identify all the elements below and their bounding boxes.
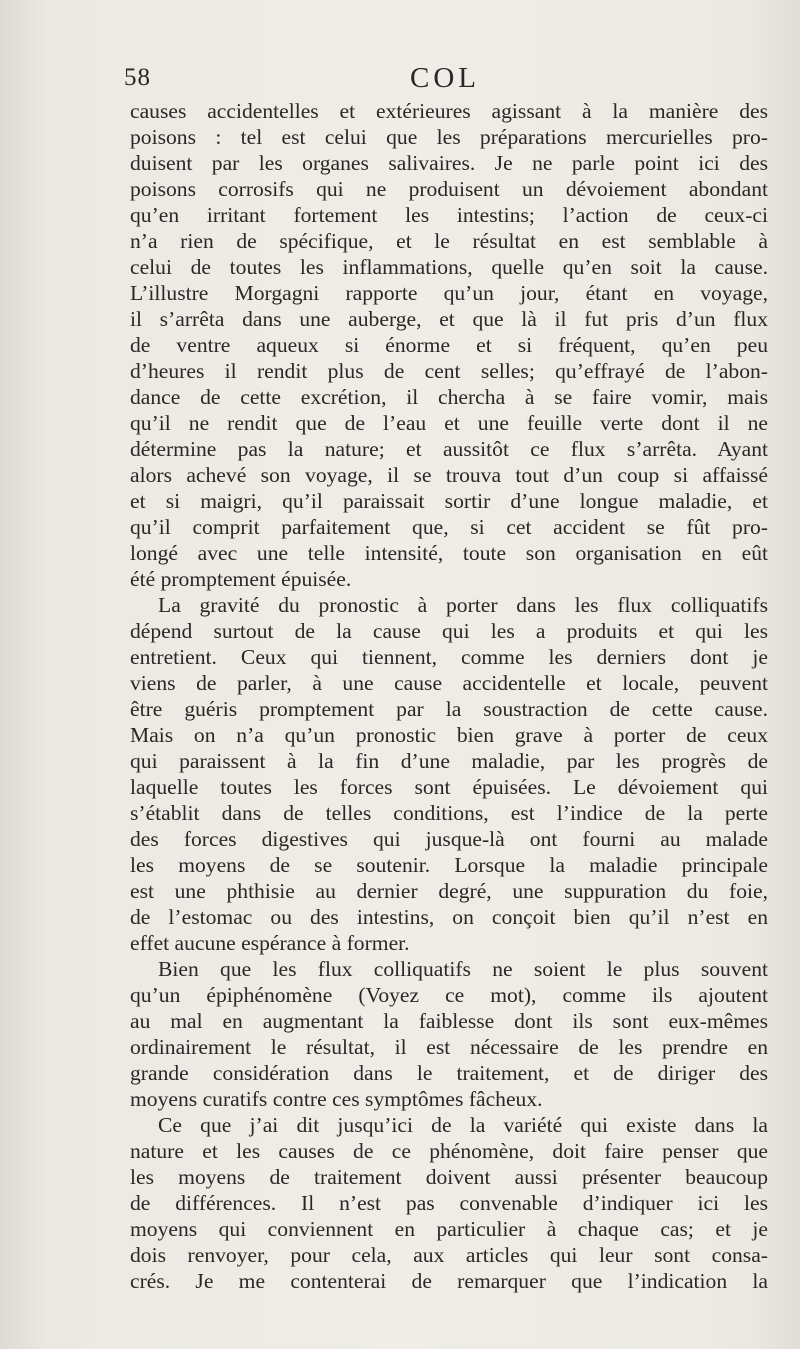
text-line: Ce que j’ai dit jusqu’ici de la variété qui existe dans la [158, 1113, 768, 1137]
text-line: celui de toutes les inflammations, quelle qu’en soit la cause. [130, 255, 768, 279]
text-line: moyens curatifs contre ces symptômes fâcheux. [130, 1087, 543, 1111]
text-line: alors achevé son voyage, il se trouva tout d’un coup si affaissé [130, 463, 768, 487]
text-line: s’établit dans de telles conditions, est l’indice de la perte [130, 801, 768, 825]
text-line: Mais on n’a qu’un pronostic bien grave à porter de ceux [130, 723, 768, 747]
text-line: les moyens de traitement doivent aussi présenter beaucoup [130, 1165, 768, 1189]
text-line: dépend surtout de la cause qui les a produits et qui les [130, 619, 768, 643]
text-line: effet aucune espérance à former. [130, 931, 410, 955]
body-text [130, 98, 768, 1294]
text-line: est une phthisie au dernier degré, une suppuration du foie, [130, 879, 768, 903]
text-line: viens de parler, à une cause accidentelle et locale, peuvent [130, 671, 768, 695]
text-line: laquelle toutes les forces sont épuisées. Le dévoiement qui [130, 775, 768, 799]
text-line: qu’il ne rendit que de l’eau et une feuille verte dont il ne [130, 411, 768, 435]
text-line: des forces digestives qui jusque-là ont fourni au malade [130, 827, 768, 851]
text-line: qu’il comprit parfaitement que, si cet accident se fût pro- [130, 515, 768, 539]
text-line: les moyens de se soutenir. Lorsque la maladie principale [130, 853, 768, 877]
text-line: qui paraissent à la fin d’une maladie, par les progrès de [130, 749, 768, 773]
text-line: au mal en augmentant la faiblesse dont ils sont eux-mêmes [130, 1009, 768, 1033]
text-line: détermine pas la nature; et aussitôt ce flux s’arrêta. Ayant [130, 437, 768, 461]
text-line: dois renvoyer, pour cela, aux articles qui leur sont consa- [130, 1243, 768, 1267]
text-line: duisent par les organes salivaires. Je ne parle point ici des [130, 151, 768, 175]
text-line: être guéris promptement par la soustraction de cette cause. [130, 697, 768, 721]
text-line: qu’en irritant fortement les intestins; l’action de ceux-ci [130, 203, 768, 227]
text-line: de ventre aqueux si énorme et si fréquent, qu’en peu [130, 333, 768, 357]
text-line: entretient. Ceux qui tiennent, comme les derniers dont je [130, 645, 768, 669]
running-head: COL [410, 62, 480, 94]
text-line: n’a rien de spécifique, et le résultat en est semblable à [130, 229, 768, 253]
text-line: poisons : tel est celui que les préparations mercurielles pro- [130, 125, 768, 149]
text-line: L’illustre Morgagni rapporte qu’un jour, étant en voyage, [130, 281, 768, 305]
text-line: causes accidentelles et extérieures agissant à la manière des [130, 99, 768, 123]
text-line: grande considération dans le traitement, et de diriger des [130, 1061, 768, 1085]
text-line: Bien que les flux colliquatifs ne soient le plus souvent [158, 957, 768, 981]
text-line: nature et les causes de ce phénomène, doit faire penser que [130, 1139, 768, 1163]
text-line: La gravité du pronostic à porter dans les flux colliquatifs [158, 593, 768, 617]
text-line: moyens qui conviennent en particulier à chaque cas; et je [130, 1217, 768, 1241]
text-line: qu’un épiphénomène (Voyez ce mot), comme ils ajoutent [130, 983, 768, 1007]
text-line: dance de cette excrétion, il chercha à se faire vomir, mais [130, 385, 768, 409]
text-line: ordinairement le résultat, il est nécessaire de les prendre en [130, 1035, 768, 1059]
page-number: 58 [124, 64, 151, 91]
text-line: crés. Je me contenterai de remarquer que l’indication la [130, 1269, 768, 1293]
text-line: poisons corrosifs qui ne produisent un dévoiement abondant [130, 177, 768, 201]
text-line: d’heures il rendit plus de cent selles; qu’effrayé de l’abon- [130, 359, 768, 383]
text-line: il s’arrêta dans une auberge, et que là il fut pris d’un flux [130, 307, 768, 331]
text-line: de l’estomac ou des intestins, on conçoit bien qu’il n’est en [130, 905, 768, 929]
text-line: et si maigri, qu’il paraissait sortir d’une longue maladie, et [130, 489, 768, 513]
text-line: été promptement épuisée. [130, 567, 352, 591]
text-line: de différences. Il n’est pas convenable d’indiquer ici les [130, 1191, 768, 1215]
text-line: longé avec une telle intensité, toute son organisation en eût [130, 541, 768, 565]
